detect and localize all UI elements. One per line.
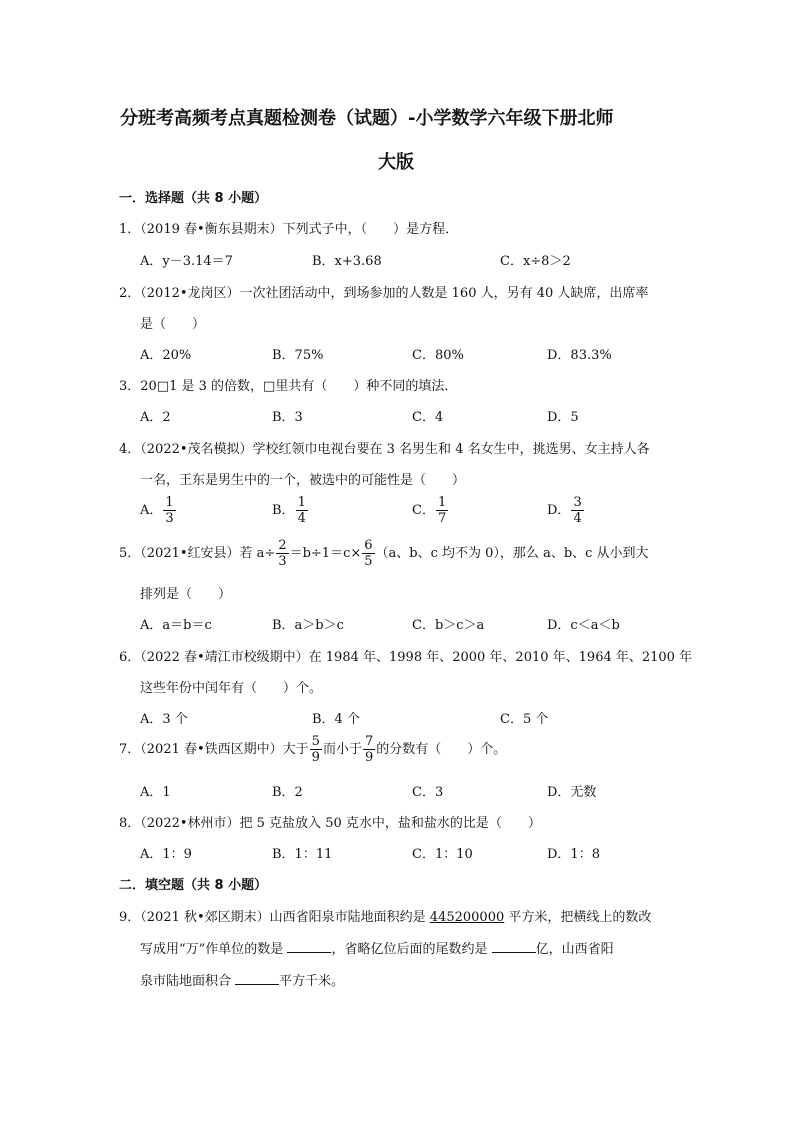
q8-option-d: D．1：8	[547, 847, 600, 862]
question-9-line-3: 泉市陆地面积合 平方千米。	[140, 974, 345, 989]
q8-option-c: C．1：10	[412, 847, 473, 862]
q7-option-d: D．无数	[547, 785, 597, 800]
question-4-line-2: 一名，王东是男生中的一个，被选中的可能性是（ ）	[140, 473, 466, 488]
question-6-line-2: 这些年份中闰年有（ ）个。	[140, 681, 323, 696]
q3-option-b: B．3	[272, 410, 303, 425]
question-2-line-2: 是（ ）	[140, 317, 206, 332]
q5-fraction-2: $\frac{6}{5}$	[364, 538, 373, 569]
q4-option-d: D． $\frac{3}{4}$	[547, 495, 582, 526]
q7-option-c: C．3	[412, 785, 444, 800]
q1-option-c: C．x÷8＞2	[500, 254, 571, 269]
question-2-line-1: 2．（2012•龙岗区）一次社团活动中，到场参加的人数是 160 人，另有 40 人缺席，出席率	[119, 286, 649, 301]
q2-option-a: A．20%	[140, 348, 192, 363]
q8-option-b: B．1：11	[272, 847, 333, 862]
section-heading-choice: 一．选择题（共 8 小题）	[119, 191, 268, 206]
question-1: 1．（2019 春•衡东县期末）下列式子中，（ ）是方程．	[119, 222, 459, 237]
q3-option-c: C．4	[412, 410, 444, 425]
question-8: 8．（2022•林州市）把 5 克盐放入 50 克水中，盐和盐水的比是（ ）	[119, 816, 541, 831]
q7-fraction-1: $\frac{5}{9}$	[311, 734, 320, 765]
section-heading-fill: 二．填空题（共 8 小题）	[119, 878, 268, 893]
answer-blank-2[interactable]	[492, 940, 536, 953]
q4-option-a-fraction: $\frac{1}{3}$	[165, 495, 174, 526]
question-9-line-2: 写成用“万”作单位的数是 ，省略亿位后面的尾数约是 亿，山西省阳	[140, 942, 614, 957]
q7-option-b: B．2	[272, 785, 303, 800]
q4-option-d-fraction: $\frac{3}{4}$	[573, 495, 582, 526]
q4-option-b-fraction: $\frac{1}{4}$	[297, 495, 306, 526]
question-5-line-2: 排列是（ ）	[140, 587, 232, 602]
q2-option-b: B．75%	[272, 348, 324, 363]
q5-option-c: C．b＞c＞a	[412, 618, 485, 633]
question-4-line-1: 4．（2022•茂名模拟）学校红领巾电视台要在 3 名男生和 4 名女生中，挑选男、女主持人各	[119, 442, 650, 457]
answer-blank-3[interactable]	[235, 972, 279, 985]
q5-option-a: A．a＝b＝c	[140, 618, 212, 633]
q4-option-c-fraction: $\frac{1}{7}$	[437, 495, 447, 526]
q5-fraction-1: $\frac{2}{3}$	[278, 538, 287, 569]
q5-option-b: B．a＞b＞c	[272, 618, 344, 633]
q4-option-a: A． $\frac{1}{3}$	[140, 495, 174, 526]
q5-option-d: D．c＜a＜b	[547, 618, 620, 633]
question-3: 3．20□1 是 3 的倍数，□里共有（ ）种不同的填法．	[119, 379, 458, 394]
answer-blank-1[interactable]	[287, 940, 331, 953]
question-9-line-1: 9．（2021 秋•郊区期末）山西省阳泉市陆地面积约是 445200000 平方米，把横线上的数改	[119, 910, 652, 925]
title-line-1: 分班考高频考点真题检测卷（试题）-小学数学六年级下册北师	[120, 108, 614, 129]
q1-option-a: A．y－3.14＝7	[140, 254, 233, 269]
q3-option-a: A．2	[140, 410, 171, 425]
q3-option-d: D．5	[547, 410, 579, 425]
q1-option-b: B．x+3.68	[312, 254, 382, 269]
question-5-line-1: 5．（2021•红安县）若 a÷ $\frac{2}{3}$ ＝b÷1＝c× $\frac{6}{5}$ （a、b、c 均不为 0），那么 a、b、c 从小到大	[119, 538, 649, 569]
question-6-line-1: 6．（2022 春•靖江市校级期中）在 1984 年、1998 年、2000 年、2010 年、1964 年、2100 年	[119, 650, 693, 665]
q6-option-c: C．5 个	[500, 712, 549, 727]
q6-option-b: B．4 个	[312, 712, 360, 727]
q9-underlined-number: 445200000	[429, 910, 505, 925]
q7-option-a: A．1	[140, 785, 171, 800]
title-line-2: 大版	[378, 152, 414, 173]
q8-option-a: A．1：9	[140, 847, 192, 862]
q2-option-c: C．80%	[412, 348, 464, 363]
q6-option-a: A．3 个	[140, 712, 188, 727]
q7-fraction-2: $\frac{7}{9}$	[364, 734, 374, 765]
question-7: 7．（2021 春•铁西区期中）大于 $\frac{5}{9}$ 而小于 $\frac{7}{9}$ 的分数有（ ）个。	[119, 734, 507, 765]
q2-option-d: D．83.3%	[547, 348, 612, 363]
q4-option-c: C． $\frac{1}{7}$	[412, 495, 447, 526]
q4-option-b: B． $\frac{1}{4}$	[272, 495, 306, 526]
